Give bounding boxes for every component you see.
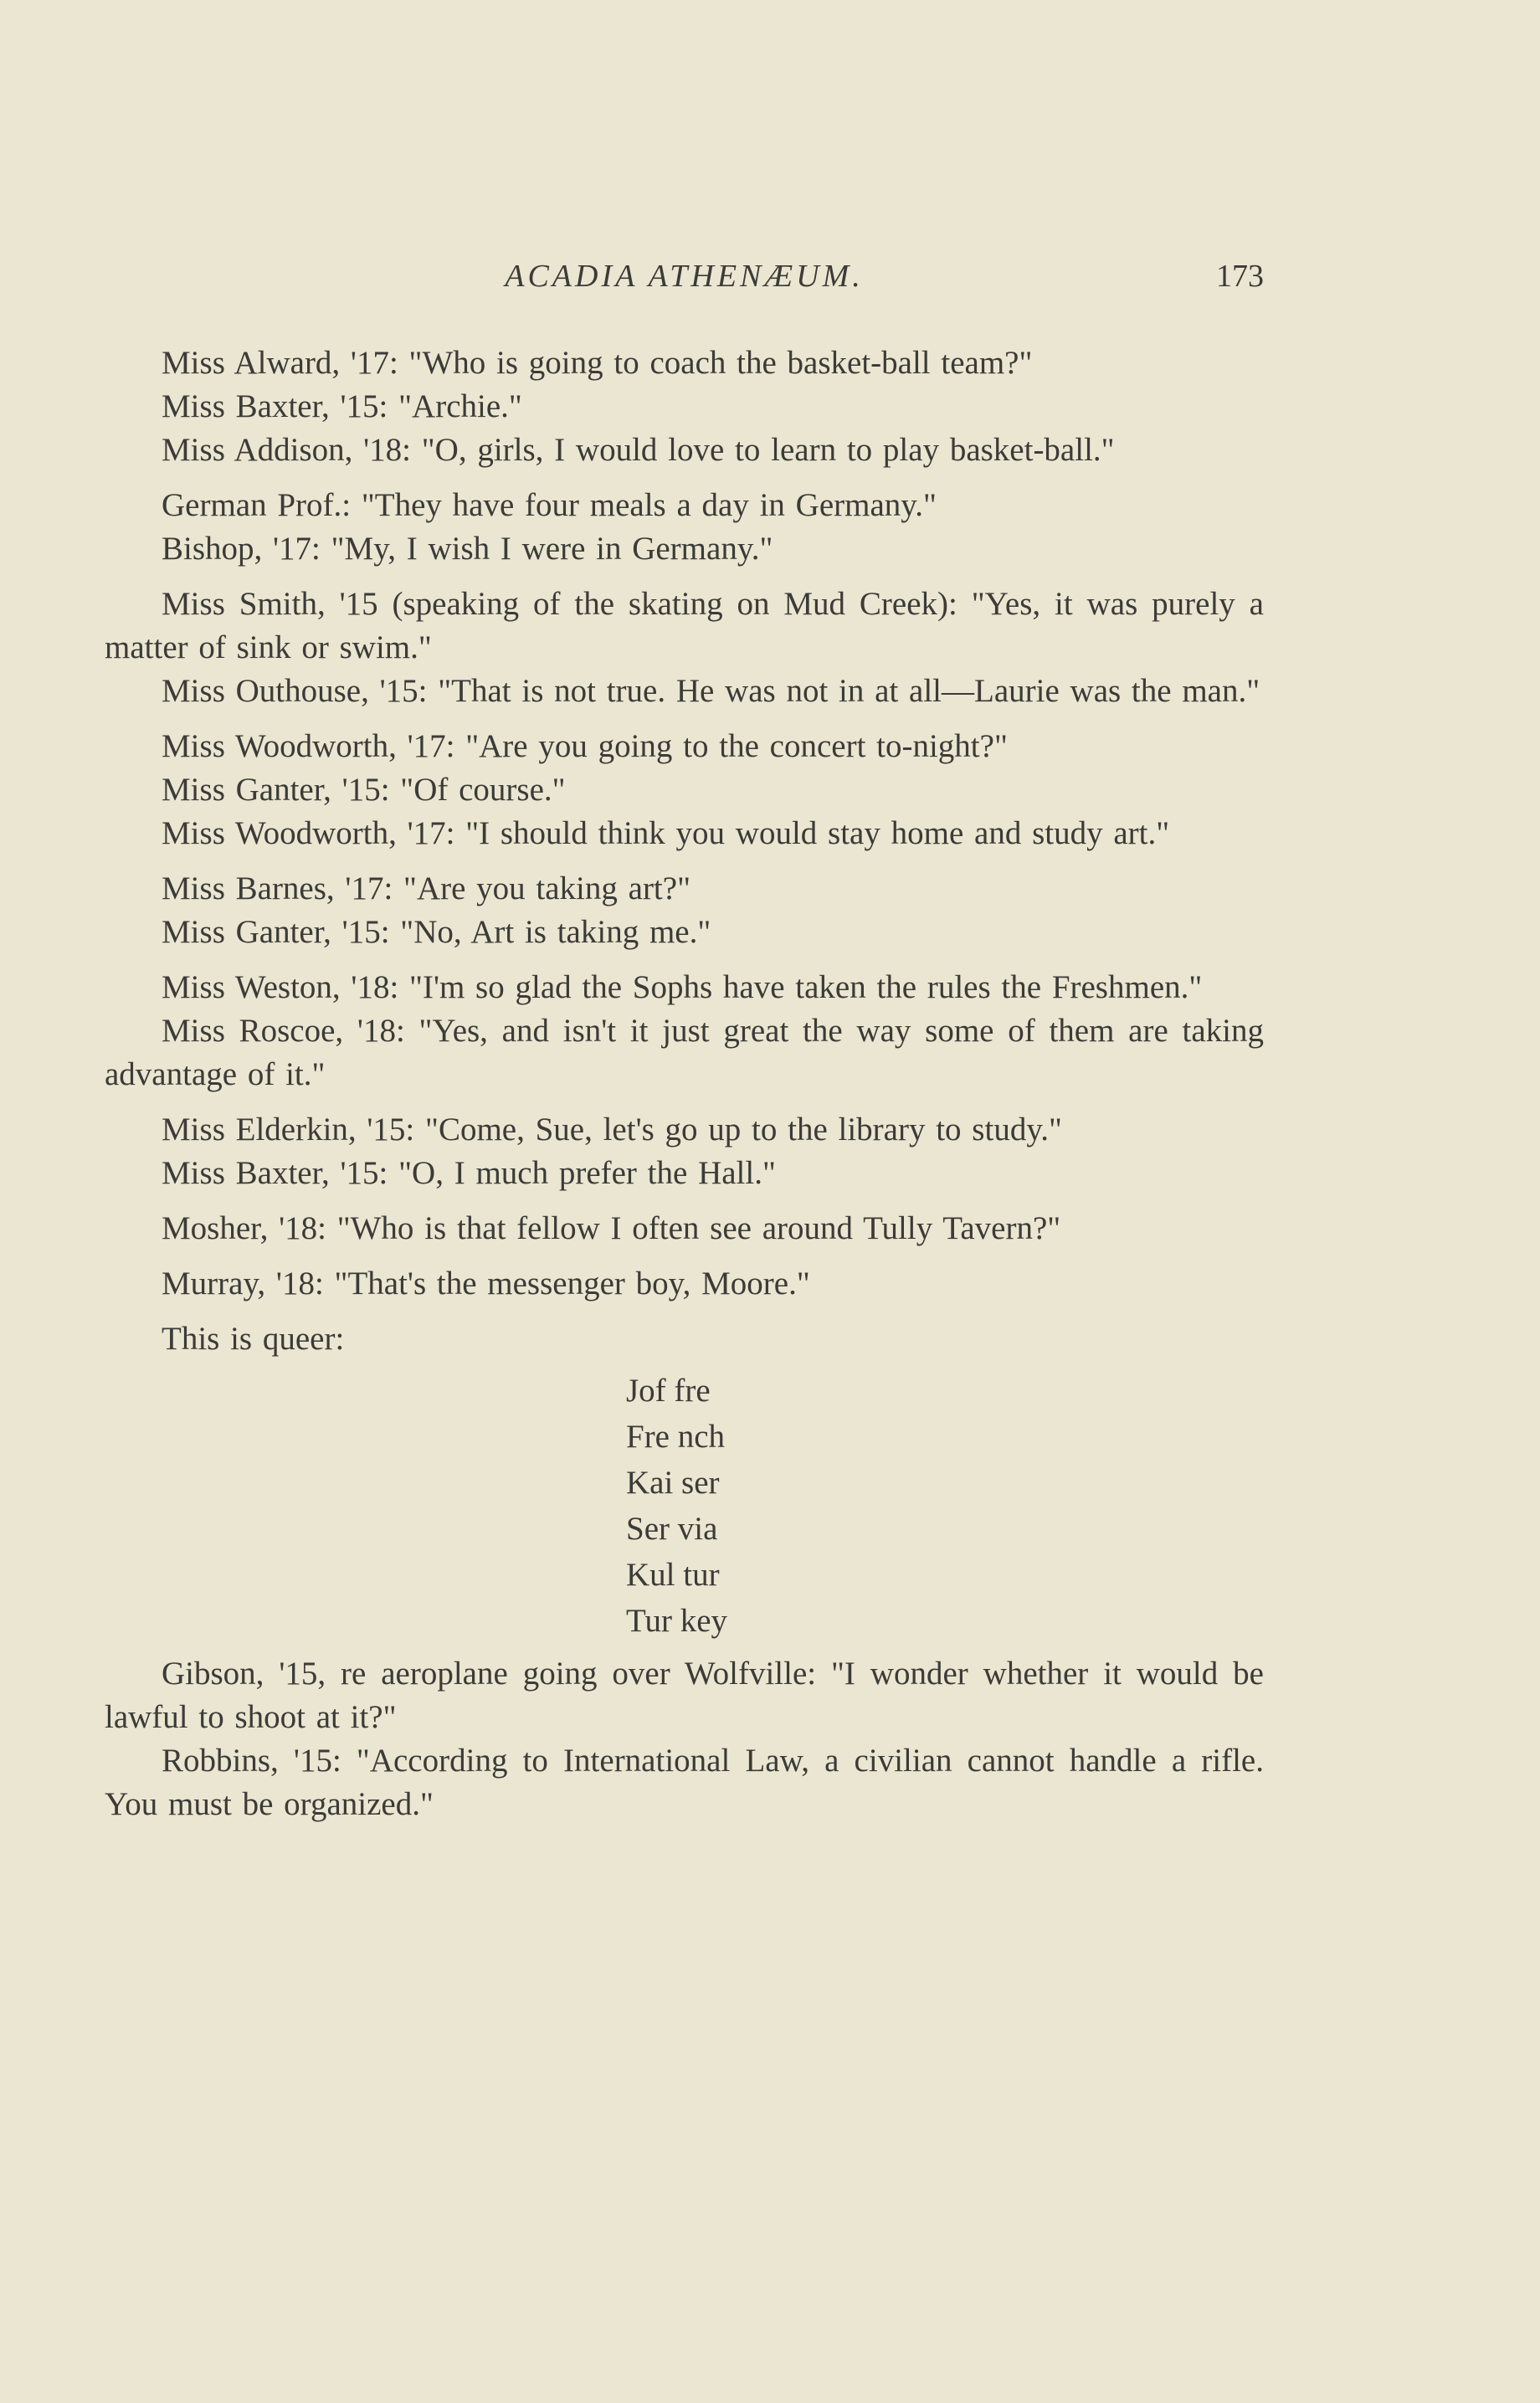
paragraph: Bishop, '17: "My, I wish I were in Germany."	[162, 531, 773, 567]
paragraph: Miss Roscoe, '18: "Yes, and isn't it just great the way some of them are taking advantage of it."	[105, 1013, 1264, 1092]
paragraph: Miss Ganter, '15: "No, Art is taking me."	[162, 914, 711, 950]
verse-block	[626, 1368, 1264, 1644]
verse-line: Kai ser	[626, 1465, 720, 1501]
page-number: 173	[1216, 259, 1264, 294]
paragraph: Miss Weston, '18: "I'm so glad the Sophs have taken the rules the Freshmen."	[162, 969, 1203, 1005]
body-text	[105, 341, 1264, 1826]
paragraph: Miss Outhouse, '15: "That is not true. He was not in at all—Laurie was the man."	[162, 673, 1260, 709]
paragraph: Murray, '18: "That's the messenger boy, Moore."	[162, 1266, 810, 1302]
paragraph: Miss Barnes, '17: "Are you taking art?"	[162, 870, 691, 906]
paragraph: Mosher, '18: "Who is that fellow I often see around Tully Tavern?"	[162, 1210, 1061, 1246]
verse-line: Fre nch	[626, 1419, 726, 1455]
paragraph: German Prof.: "They have four meals a day in Germany."	[162, 487, 937, 523]
verse-line: Jof fre	[626, 1373, 711, 1409]
paragraph: Robbins, '15: "According to International Law, a civilian cannot handle a rifle. You must be organized."	[105, 1743, 1264, 1822]
paragraph: Miss Smith, '15 (speaking of the skating on Mud Creek): "Yes, it was purely a matter of sink or swim."	[105, 586, 1264, 665]
verse-line: Tur key	[626, 1603, 727, 1639]
paragraph: Miss Baxter, '15: "Archie."	[162, 388, 522, 424]
paragraph: Miss Ganter, '15: "Of course."	[162, 772, 566, 808]
paragraph: Miss Addison, '18: "O, girls, I would love to learn to play basket-ball."	[162, 432, 1115, 468]
verse-line: Ser via	[626, 1511, 718, 1547]
paragraph: Miss Woodworth, '17: "I should think you would stay home and study art."	[162, 815, 1170, 851]
paragraph: Miss Baxter, '15: "O, I much prefer the Hall."	[162, 1155, 776, 1191]
paragraph: This is queer:	[162, 1321, 345, 1357]
paragraph: Miss Elderkin, '15: "Come, Sue, let's go up to the library to study."	[162, 1112, 1062, 1148]
paragraph: Miss Woodworth, '17: "Are you going to the concert to-night?"	[162, 728, 1008, 764]
verse-line: Kul tur	[626, 1557, 720, 1593]
running-title: ACADIA ATHENÆUM.	[505, 259, 864, 294]
paragraph: Gibson, '15, re aeroplane going over Wolfville: "I wonder whether it would be lawful to shoot at it?"	[105, 1656, 1264, 1735]
page-header	[105, 258, 1264, 300]
paragraph: Miss Alward, '17: "Who is going to coach the basket-ball team?"	[162, 345, 1033, 381]
